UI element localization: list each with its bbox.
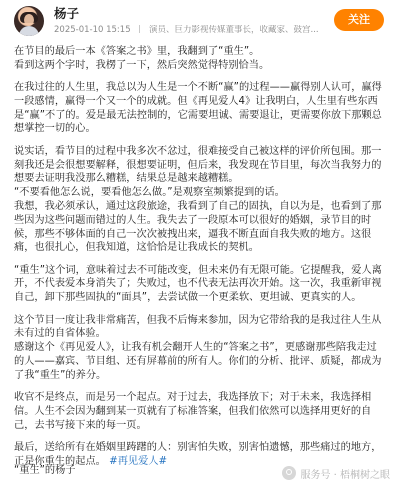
watermark-text: 服务号 · 梧桐树之眼 (300, 469, 390, 481)
post-header (0, 0, 400, 42)
author-name[interactable]: 杨子 (54, 6, 80, 21)
post-paragraph-7: 最后，送给所有在婚姻里踌躇的人：别害怕失败，别害怕遗憾，那些痛过的地方，正是你重生的起点。 (14, 441, 382, 467)
post-content (14, 45, 386, 477)
watermark (282, 464, 390, 482)
meta-separator (139, 25, 140, 33)
post-paragraph-1: 在节目的最后一本《答案之书》里，我翻到了“重生”。 看到这两个字时，我楞了一下，然后突然觉得特别恰当。 (14, 46, 270, 71)
avatar-face (24, 14, 34, 26)
post-date: 2025-01-10 15:15 (54, 25, 131, 35)
post-footer (0, 462, 400, 488)
post-paragraph-2: 在我过往的人生里，我总以为人生是一个不断“赢”的过程——赢得别人认可，赢得一段感情，赢得一个又一个的成就。但《再见爱人4》让我明白，人生里有些东西是“赢”不了的。爱是最无法控制的，它需要坦诚、需要退让，更需要你放下那颗总想掌控一切的心。 (14, 82, 382, 135)
post-signature: “重生”的杨子 (14, 465, 76, 476)
hashtag-link[interactable]: #再见爱人# (109, 455, 168, 467)
service-account-icon (282, 466, 296, 480)
avatar-body (19, 26, 39, 36)
post-paragraph-5: 这个节目一度让我非常痛苦，但我不后悔来参加，因为它带给我的是我过往人生从未有过的自省体验。 感谢这个《再见爱人》，让我有机会翻开人生的“答案之书”，更感谢那些陪我走过的人——嘉宾、节目组、还有屏幕前的所有人。你们的分析、批评、质疑，都成为了我“重生”的养分。 (14, 314, 382, 381)
post-paragraph-4: “重生”这个词，意味着过去不可能改变，但未来仍有无限可能。它提醒我，爱人离开，不代表爱本身消失了；失败过，也不代表无法再次开始。这一次，我重新审视自己，卸下那些固执的“面具”，去尝试做一个更柔软、更坦诚、更真实的人。 (14, 264, 382, 304)
author-roles: 演员、巨力影视传媒董事长，收藏家、鼓宫... (149, 25, 319, 35)
follow-button[interactable]: 关注 (334, 9, 384, 31)
post-paragraph-3: 说实话，看节目的过程中我多次不忿过，很难接受自己被这样的评价所包围。那一刻我还是会很想要解释，很想要证明，但后来，我发现在节目里，每次当我努力的想要去证明我没那么糟糕，结果总是越来越糟糕。 “不要看他怎么说，要看他怎么做。”是观察室频繁提到的话。 我想，我必须承认，通过这段旅途，我看到了自己的固执，自以为是，也看到了那些因为这些问题而错过的人生。我失去了一段原本可以很好的婚姻，录节目的时候，那些不够体面的自己一次次被拽出来，逼我不断直面自我失败的地方。这很痛，也很扎心，但我知道，这恰恰是让我成长的契机。 (14, 145, 382, 254)
post-paragraph-6: 收官不是终点，而是另一个起点。对于过去，我选择放下；对于未来，我选择相信。人生不会因为翻到某一页就有了标准答案，但我们依然可以选择用更好的自己，去书写接下来的每一页。 (14, 392, 372, 431)
avatar[interactable] (14, 6, 44, 36)
post-meta (54, 25, 319, 35)
